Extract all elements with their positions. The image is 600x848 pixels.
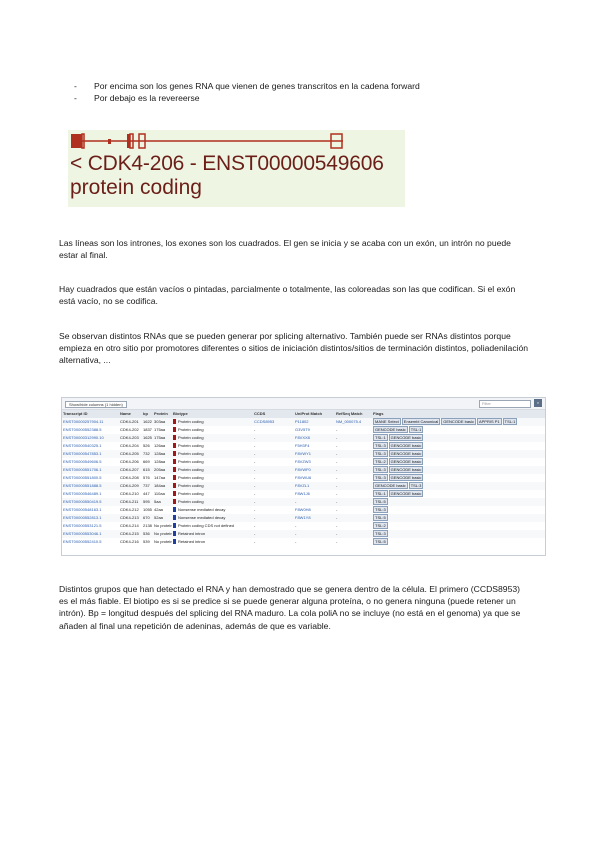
table-cell: 576 bbox=[143, 475, 150, 480]
table-row bbox=[62, 498, 545, 506]
table-row bbox=[62, 434, 545, 442]
table-cell: 595 bbox=[143, 499, 150, 504]
biotype-cell: Protein coding bbox=[172, 458, 253, 466]
flags-cell bbox=[372, 450, 545, 458]
biotype-swatch bbox=[173, 523, 176, 528]
flag-badge[interactable]: GENCODE basic bbox=[390, 467, 422, 472]
flag-badge[interactable]: TSL:5 bbox=[375, 539, 386, 544]
transcript-id-link[interactable]: ENST00000548163.1 bbox=[63, 507, 102, 512]
table-cell: 110aa bbox=[154, 491, 165, 496]
exon-coding bbox=[108, 139, 111, 144]
table-cell: 539 bbox=[143, 539, 150, 544]
flag-badge[interactable]: GENCODE basic bbox=[390, 475, 422, 480]
flags-cell bbox=[372, 426, 545, 434]
biotype-swatch bbox=[173, 531, 176, 536]
flags-cell bbox=[372, 530, 545, 538]
table-cell[interactable]: - bbox=[254, 491, 256, 496]
table-row bbox=[62, 522, 545, 530]
paragraph: Se observan distintos RNAs que se pueden generar por splicing alternativo. También puede ser RNAs distintos porque empieza en otro sitio por promotores diferentes o sitios de iniciación distintos/sitios de terminación distintos, poliadenilación alternativa, ... bbox=[59, 331, 529, 366]
table-cell[interactable]: - bbox=[295, 531, 297, 536]
table-cell: 303aa bbox=[154, 419, 166, 424]
flags-cell bbox=[372, 490, 545, 498]
flag-badge[interactable]: TSL:3 bbox=[375, 531, 386, 536]
table-cell[interactable]: F5H3F4 bbox=[295, 443, 310, 448]
transcript-id-link[interactable]: ENST00000312990.10 bbox=[63, 435, 104, 440]
biotype-cell: Protein coding bbox=[172, 426, 253, 434]
table-cell[interactable]: - bbox=[336, 467, 338, 472]
flag-badge[interactable]: TSL:5 bbox=[375, 515, 386, 520]
table-cell: CDK4-203 bbox=[120, 435, 139, 440]
table-cell[interactable]: - bbox=[254, 523, 256, 528]
flag-badge[interactable]: GENCODE basic bbox=[390, 435, 422, 440]
bullet-item: - Por debajo es la revereerse bbox=[74, 93, 200, 103]
table-cell: CDK4-214 bbox=[120, 523, 139, 528]
table-cell: 670 bbox=[143, 515, 150, 520]
biotype-swatch bbox=[173, 483, 176, 488]
biotype-cell: Nonsense mediated decay bbox=[172, 514, 253, 522]
biotype-cell: Protein coding CDS not defined bbox=[172, 522, 253, 530]
column-header[interactable]: bp bbox=[143, 411, 148, 416]
table-cell[interactable]: - bbox=[336, 443, 338, 448]
bullet-list bbox=[74, 80, 420, 104]
biotype-swatch bbox=[173, 499, 176, 504]
biotype-swatch bbox=[173, 435, 176, 440]
transcript-id-link[interactable]: ENST00000553046.1 bbox=[63, 531, 102, 536]
table-cell[interactable]: F8W1Y8 bbox=[295, 515, 311, 520]
table-cell[interactable]: F8VWY1 bbox=[295, 451, 312, 456]
transcript-id-link[interactable]: ENST00000550419.5 bbox=[63, 499, 102, 504]
table-cell[interactable]: F8VZW3 bbox=[295, 459, 311, 464]
flag-badge[interactable]: TSL:3 bbox=[410, 483, 422, 488]
table-cell[interactable]: - bbox=[254, 467, 256, 472]
table-cell[interactable]: - bbox=[254, 499, 256, 504]
table-cell: CDK4-216 bbox=[120, 539, 139, 544]
table-cell: CDK4-201 bbox=[120, 419, 139, 424]
flag-badge[interactable]: APPRIS P1 bbox=[478, 419, 500, 424]
flag-badge[interactable]: TSL:3 bbox=[375, 467, 386, 472]
column-header[interactable]: UniProt Match bbox=[295, 411, 323, 416]
biotype-cell: Protein coding bbox=[172, 490, 253, 498]
filter-input[interactable]: Filter bbox=[479, 400, 531, 408]
table-cell[interactable]: - bbox=[254, 531, 256, 536]
flag-badge[interactable]: TSL:1 bbox=[504, 419, 516, 424]
table-row bbox=[62, 506, 545, 514]
flag-badge[interactable]: TSL:2 bbox=[375, 523, 386, 528]
flags-cell bbox=[372, 538, 545, 546]
transcript-figure bbox=[68, 130, 405, 207]
table-cell[interactable]: - bbox=[295, 499, 297, 504]
table-cell: 147aa bbox=[154, 475, 166, 480]
transcript-id-link[interactable]: ENST00000540325.1 bbox=[63, 443, 102, 448]
flag-badge[interactable]: GENCODE basic bbox=[375, 483, 406, 488]
table-cell: CDK4-213 bbox=[120, 515, 139, 520]
table-row bbox=[62, 482, 545, 490]
table-cell[interactable]: - bbox=[336, 507, 338, 512]
transcript-id-link[interactable]: ENST00000552813.1 bbox=[63, 515, 102, 520]
transcript-name: < CDK4-206 - ENST00000549606 bbox=[70, 152, 384, 175]
table-cell: 5aa bbox=[154, 499, 161, 504]
table-cell: CDK4-206 bbox=[120, 459, 139, 464]
table-cell: 52aa bbox=[154, 515, 163, 520]
transcript-id-link[interactable]: ENST00000551888.5 bbox=[63, 483, 102, 488]
table-cell[interactable]: - bbox=[254, 459, 256, 464]
table-cell[interactable]: - bbox=[336, 539, 338, 544]
table-cell: CDK4-210 bbox=[120, 491, 139, 496]
table-cell[interactable]: - bbox=[336, 435, 338, 440]
biotype-cell: Nonsense mediated decay bbox=[172, 506, 253, 514]
table-cell[interactable]: - bbox=[336, 427, 338, 432]
table-row bbox=[62, 450, 545, 458]
flag-badge[interactable]: TSL:2 bbox=[375, 459, 386, 464]
flags-cell bbox=[372, 458, 545, 466]
biotype-swatch bbox=[173, 443, 176, 448]
table-cell[interactable]: - bbox=[295, 539, 297, 544]
transcript-id-link[interactable]: ENST00000551800.5 bbox=[63, 475, 102, 480]
table-cell: No protein bbox=[154, 523, 172, 528]
table-cell: CDK4-205 bbox=[120, 451, 139, 456]
column-header[interactable]: Transcript ID bbox=[63, 411, 88, 416]
table-cell: 615 bbox=[143, 467, 150, 472]
table-cell[interactable]: NM_000075.4 bbox=[336, 419, 362, 424]
column-header[interactable]: Biotype bbox=[173, 411, 188, 416]
table-cell[interactable]: - bbox=[254, 507, 256, 512]
biotype-swatch bbox=[173, 459, 176, 464]
table-cell[interactable]: - bbox=[336, 523, 338, 528]
table-cell: 1837 bbox=[143, 427, 152, 432]
show-hide-columns-button[interactable]: Show/hide columns (1 hidden) bbox=[65, 401, 127, 408]
bullet-item: - Por encima son los genes RNA que vienen de genes transcritos en la cadena forward bbox=[74, 81, 420, 91]
table-cell: 2138 bbox=[143, 523, 152, 528]
biotype-swatch bbox=[173, 419, 176, 424]
table-cell: 128aa bbox=[154, 451, 166, 456]
table-cell[interactable]: - bbox=[254, 427, 256, 432]
flags-cell bbox=[372, 466, 545, 474]
table-cell: 1622 bbox=[143, 419, 152, 424]
table-cell[interactable]: - bbox=[254, 515, 256, 520]
table-cell: 536 bbox=[143, 531, 150, 536]
table-cell[interactable]: F8VWU6 bbox=[295, 475, 312, 480]
flag-badge[interactable]: GENCODE basic bbox=[443, 419, 474, 424]
flag-badge[interactable]: TSL:5 bbox=[375, 499, 386, 504]
table-cell: 205aa bbox=[154, 467, 166, 472]
table-cell: CDK4-207 bbox=[120, 467, 139, 472]
close-icon[interactable]: × bbox=[534, 399, 542, 407]
table-cell[interactable]: F8VWF0 bbox=[295, 467, 311, 472]
table-cell[interactable]: - bbox=[295, 523, 297, 528]
table-cell[interactable]: - bbox=[254, 475, 256, 480]
flag-badge[interactable]: TSL:3 bbox=[375, 451, 386, 456]
table-cell: CDK4-202 bbox=[120, 427, 139, 432]
column-header[interactable]: RefSeq Match bbox=[336, 411, 363, 416]
paragraph: Las líneas son los intrones, los exones son los cuadrados. El gen se inicia y se acaba con un exón, un intrón no puede estar al final. bbox=[59, 238, 511, 261]
flag-badge[interactable]: TSL:3 bbox=[375, 475, 386, 480]
table-row bbox=[62, 458, 545, 466]
table-row bbox=[62, 474, 545, 482]
biotype-cell: Protein coding bbox=[172, 450, 253, 458]
table-cell: No protein bbox=[154, 539, 172, 544]
column-header[interactable]: Name bbox=[120, 411, 131, 416]
table-cell: CDK4-211 bbox=[120, 499, 139, 504]
transcript-id-link[interactable]: ENST00000553121.5 bbox=[63, 523, 102, 528]
exon-intron-diagram bbox=[68, 130, 405, 154]
column-header[interactable]: Protein bbox=[154, 411, 168, 416]
table-cell: 175aa bbox=[154, 427, 166, 432]
table-row bbox=[62, 426, 545, 434]
flags-cell bbox=[372, 434, 545, 442]
table-row bbox=[62, 538, 545, 546]
biotype-swatch bbox=[173, 475, 176, 480]
flag-badge[interactable]: TSL:1 bbox=[375, 435, 386, 440]
table-cell: 175aa bbox=[154, 435, 166, 440]
table-cell[interactable]: - bbox=[336, 499, 338, 504]
table-cell: 126aa bbox=[154, 443, 166, 448]
biotype-cell: Retained intron bbox=[172, 538, 253, 546]
table-cell[interactable]: - bbox=[254, 483, 256, 488]
table-cell: 732 bbox=[143, 451, 150, 456]
flag-badge[interactable]: MANE Select bbox=[375, 419, 399, 424]
table-cell: CDK4-204 bbox=[120, 443, 139, 448]
transcript-id-link[interactable]: ENST00000547853.1 bbox=[63, 451, 102, 456]
biotype-cell: Protein coding bbox=[172, 474, 253, 482]
flags-cell bbox=[372, 474, 545, 482]
table-row bbox=[62, 466, 545, 474]
transcript-id-link[interactable]: ENST00000552388.5 bbox=[63, 427, 102, 432]
flag-badge[interactable]: GENCODE basic bbox=[390, 451, 422, 456]
transcript-id-link[interactable]: ENST00000549606.5 bbox=[63, 459, 102, 464]
table-cell[interactable]: P11802 bbox=[295, 419, 309, 424]
biotype-cell: Protein coding bbox=[172, 482, 253, 490]
column-header[interactable]: CCDS bbox=[254, 411, 266, 416]
biotype-swatch bbox=[173, 539, 176, 544]
table-cell[interactable]: F8VZL1 bbox=[295, 483, 310, 488]
biotype-swatch bbox=[173, 491, 176, 496]
flags-cell bbox=[372, 506, 545, 514]
transcript-id-link[interactable]: ENST00000546489.1 bbox=[63, 491, 102, 496]
table-cell: CDK4-212 bbox=[120, 507, 139, 512]
flag-badge[interactable]: GENCODE basic bbox=[390, 443, 422, 448]
table-cell: 1055 bbox=[143, 507, 152, 512]
table-cell[interactable]: CCDS8953 bbox=[254, 419, 275, 424]
flag-badge[interactable]: TSL:3 bbox=[375, 507, 386, 512]
flag-badge[interactable]: Ensembl Canonical bbox=[403, 419, 439, 424]
table-cell[interactable]: - bbox=[336, 531, 338, 536]
table-cell: CDK4-215 bbox=[120, 531, 139, 536]
table-cell: CDK4-209 bbox=[120, 483, 139, 488]
flags-cell bbox=[372, 418, 545, 426]
table-cell: CDK4-208 bbox=[120, 475, 139, 480]
table-cell[interactable]: F8W0H8 bbox=[295, 507, 311, 512]
transcript-table bbox=[61, 397, 546, 556]
table-cell: 447 bbox=[143, 491, 150, 496]
column-header[interactable]: Flags bbox=[373, 411, 384, 416]
flag-badge[interactable]: GENCODE basic bbox=[375, 427, 406, 432]
table-cell: 42aa bbox=[154, 507, 163, 512]
table-cell: 128aa bbox=[154, 459, 166, 464]
paragraph: Hay cuadrados que están vacíos o pintadas, parcialmente o totalmente, las coloreadas son las que codifican. Si el exón está vacío, no se codifica. bbox=[59, 284, 516, 307]
table-cell: 526 bbox=[143, 443, 150, 448]
biotype-swatch bbox=[173, 507, 176, 512]
table-header bbox=[62, 410, 545, 418]
table-cell[interactable]: F8VXX8 bbox=[295, 435, 310, 440]
flag-badge[interactable]: GENCODE basic bbox=[390, 491, 422, 496]
table-cell[interactable]: - bbox=[336, 459, 338, 464]
biotype-cell: Protein coding bbox=[172, 498, 253, 506]
flags-cell bbox=[372, 442, 545, 450]
table-cell: 737 bbox=[143, 483, 150, 488]
table-cell: 1625 bbox=[143, 435, 152, 440]
biotype-swatch bbox=[173, 451, 176, 456]
transcript-id-link[interactable]: ENST00000551706.1 bbox=[63, 467, 102, 472]
table-cell[interactable]: - bbox=[254, 451, 256, 456]
flag-badge[interactable]: TSL:3 bbox=[375, 443, 386, 448]
transcript-id-link[interactable]: ENST00000257904.11 bbox=[63, 419, 104, 424]
flags-cell bbox=[372, 498, 545, 506]
table-row bbox=[62, 490, 545, 498]
table-cell[interactable]: - bbox=[336, 491, 338, 496]
biotype-cell: Protein coding bbox=[172, 434, 253, 442]
table-cell[interactable]: F8W1J6 bbox=[295, 491, 310, 496]
table-row bbox=[62, 442, 545, 450]
biotype-cell: Retained intron bbox=[172, 530, 253, 538]
paragraph: Distintos grupos que han detectado el RNA y han demostrado que se genera dentro de la célula. El primero (CCDS8953) es el más fiable. El biotipo es si se predice si se puede generar alguna proteína, o no genera ninguna (puede retener un intrón). Bp = longitud después del splicing del RNA maduro. La cola poliA no se incluye (no está en el genoma) ya que se añaden al final una repetición de adeninas, además de que es variable. bbox=[59, 584, 521, 631]
table-cell[interactable]: G3V5T9 bbox=[295, 427, 310, 432]
exon-coding bbox=[71, 134, 82, 148]
table-toolbar bbox=[62, 398, 545, 410]
flag-badge[interactable]: GENCODE basic bbox=[390, 459, 422, 464]
table-row bbox=[62, 418, 545, 426]
table-cell[interactable]: - bbox=[336, 475, 338, 480]
table-cell[interactable]: - bbox=[336, 515, 338, 520]
table-cell[interactable]: - bbox=[336, 451, 338, 456]
biotype-cell: Protein coding bbox=[172, 442, 253, 450]
transcript-biotype: protein coding bbox=[70, 176, 202, 199]
flags-cell bbox=[372, 514, 545, 522]
flag-badge[interactable]: TSL:1 bbox=[375, 491, 386, 496]
table-cell: No protein bbox=[154, 531, 172, 536]
transcript-id-link[interactable]: ENST00000552410.5 bbox=[63, 539, 102, 544]
flag-badge[interactable]: TSL:1 bbox=[410, 427, 422, 432]
flags-cell bbox=[372, 482, 545, 490]
table-cell[interactable]: - bbox=[336, 483, 338, 488]
table-cell[interactable]: - bbox=[254, 539, 256, 544]
biotype-cell: Protein coding bbox=[172, 418, 253, 426]
table-row bbox=[62, 530, 545, 538]
biotype-cell: Protein coding bbox=[172, 466, 253, 474]
table-cell: 669 bbox=[143, 459, 150, 464]
biotype-swatch bbox=[173, 427, 176, 432]
biotype-swatch bbox=[173, 467, 176, 472]
table-row bbox=[62, 514, 545, 522]
biotype-swatch bbox=[173, 515, 176, 520]
table-cell[interactable]: - bbox=[254, 443, 256, 448]
table-cell: 184aa bbox=[154, 483, 166, 488]
table-cell[interactable]: - bbox=[254, 435, 256, 440]
table-body bbox=[62, 418, 545, 546]
flags-cell bbox=[372, 522, 545, 530]
